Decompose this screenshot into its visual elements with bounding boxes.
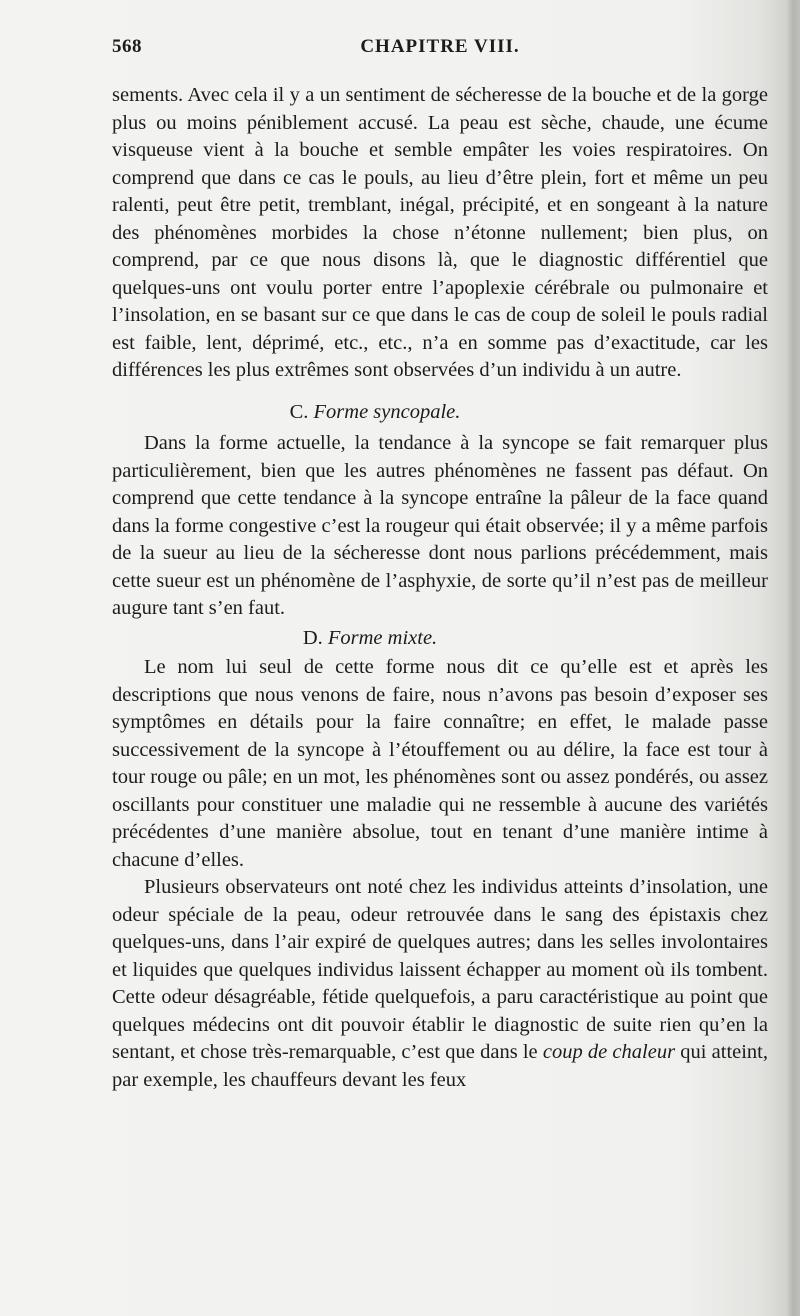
page-number: 568 <box>112 36 142 57</box>
body-text <box>112 82 768 1094</box>
paragraph-odeur-italic: coup de chaleur <box>542 1041 676 1063</box>
section-letter-d: D. <box>302 626 323 649</box>
paragraph-odeur <box>112 874 768 1094</box>
paragraph-odeur-end: qui atteint, par exemple, les chauffeurs devant les feux <box>112 1041 769 1091</box>
paragraph-mixte: Le nom lui seul de cette forme nous dit ce qu’elle est et après les descriptions que nous venons de faire, nous n’avons pas besoin d’exposer ses symptômes en détails pour la faire connaître; en effet, le malade passe successivement de la syncope à l’étouffement ou au délire, la face est tour à tour rouge ou pâle; en un mot, les phénomènes sont ou assez pondérés, ou assez oscillants pour constituer une maladie qui ne ressemble à aucune des variétés précédentes d’une manière absolue, tout en tenant d’une manière intime à chacune d’elles. <box>112 656 768 871</box>
paragraph-continuation: sements. Avec cela il y a un sentiment de sécheresse de la bouche et de la gorge plus ou moins péniblement accusé. La peau est sèche, chaude, une écume visqueuse vient à la bouche et semble empâter les voies respiratoires. On comprend que dans ce cas le pouls, au lieu d’être plein, fort et même un peu ralenti, peut être petit, tremblant, inégal, précipité, et en songeant à la nature des phénomènes morbides la chose n’étonne nullement; bien plus, on comprend, par ce que nous disons là, que le diagnostic différentiel que quelques-uns ont voulu porter entre l’apoplexie cérébrale ou pulmonaire et l’insolation, en se basant sur ce que dans le cas de coup de soleil le pouls radial est faible, lent, déprimé, etc., etc., n’a en somme pas d’exactitude, car les différences les plus extrêmes sont observées d’un individu à un autre. <box>112 84 768 381</box>
paragraph-syncopale: Dans la forme actuelle, la tendance à la syncope se fait remarquer plus particulièrement, bien que les autres phénomènes ne fassent pas défaut. On comprend que cette tendance à la syncope entraîne la pâleur de la face quand dans la forme congestive c’est la rougeur qui était observée; il y a même parfois de la sueur au lieu de la sécheresse dont nous parlions précédemment, mais cette sueur est un phénomène de l’asphyxie, de sorte qu’il n’est pas de meilleur augure tant s’en faut. <box>112 432 768 619</box>
chapter-title: CHAPITRE VIII. <box>360 36 520 57</box>
section-title-d: Forme mixte. <box>327 626 438 649</box>
section-title-c: Forme syncopale. <box>313 400 461 423</box>
section-letter-c: C. <box>289 400 309 423</box>
page-header <box>112 36 768 66</box>
section-heading-d <box>112 625 768 653</box>
paragraph-odeur-start: Plusieurs observateurs ont noté chez les individus atteints d’insolation, une odeur spéciale de la peau, odeur retrouvée dans le sang des épistaxis chez quelques-uns, dans l’air expiré de quelques autres; dans les selles involontaires et liquides que quelques individus laissent échapper au moment où ils tombent. Cette odeur désagréable, fétide quelquefois, a paru caractéristique au point que quelques médecins ont dit pouvoir établir le diagnostic de suite rien qu’en la sentant, et chose très-remarquable, c’est que dans le <box>112 876 768 1063</box>
page-edge-shadow <box>786 0 800 1316</box>
section-heading-c <box>112 399 768 427</box>
